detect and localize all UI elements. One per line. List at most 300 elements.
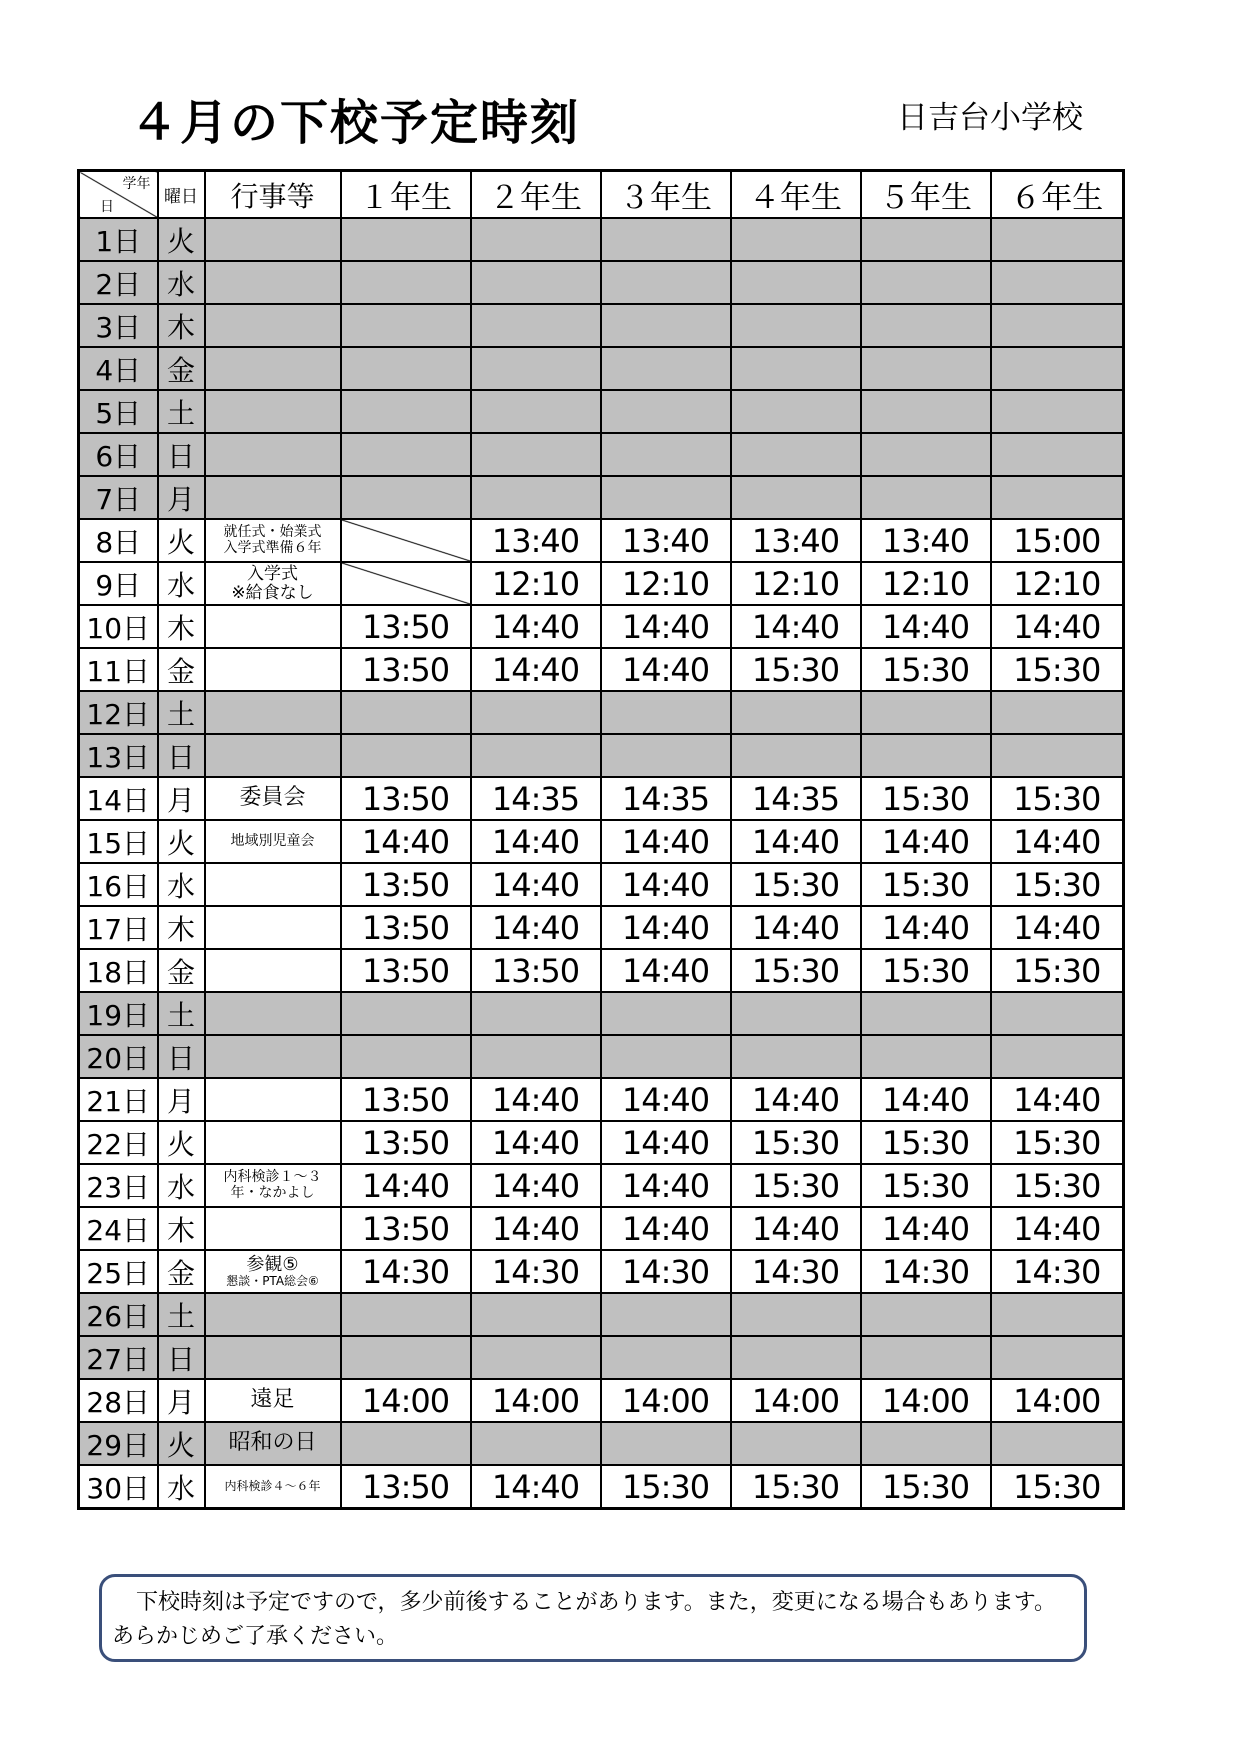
- table-row: [79, 1336, 1124, 1379]
- time-cell-grade-1: 14:40: [341, 1164, 471, 1207]
- time-cell-grade-1: 13:50: [341, 777, 471, 820]
- day-cell: 7日: [79, 476, 158, 519]
- event-cell: [205, 1121, 341, 1164]
- day-cell: 11日: [79, 648, 158, 691]
- day-cell: 2日: [79, 261, 158, 304]
- time-cell-grade-3: [601, 390, 731, 433]
- day-cell: 16日: [79, 863, 158, 906]
- events-header: 行事等: [205, 171, 341, 219]
- time-cell-grade-1: [341, 476, 471, 519]
- time-cell-grade-5: 15:30: [861, 863, 991, 906]
- time-cell-grade-2: 14:40: [471, 906, 601, 949]
- header-row: [79, 171, 1124, 219]
- day-cell: 10日: [79, 605, 158, 648]
- time-cell-grade-6: [991, 433, 1124, 476]
- weekday-cell: 水: [158, 562, 205, 605]
- day-cell: 17日: [79, 906, 158, 949]
- grade-1-header: １年生: [341, 171, 471, 219]
- event-cell: [205, 605, 341, 648]
- weekday-cell: 水: [158, 1465, 205, 1509]
- time-cell-grade-5: 12:10: [861, 562, 991, 605]
- time-cell-grade-6: [991, 304, 1124, 347]
- time-cell-grade-3: [601, 1035, 731, 1078]
- time-cell-grade-3: [601, 1422, 731, 1465]
- weekday-cell: 土: [158, 1293, 205, 1336]
- weekday-cell: 土: [158, 992, 205, 1035]
- event-line-1: 就任式・始業式: [223, 524, 322, 541]
- weekday-cell: 金: [158, 648, 205, 691]
- day-cell: 19日: [79, 992, 158, 1035]
- time-cell-grade-3: 14:40: [601, 1078, 731, 1121]
- time-cell-grade-2: 14:40: [471, 1078, 601, 1121]
- table-row: [79, 433, 1124, 476]
- table-row: [79, 390, 1124, 433]
- time-cell-grade-2: [471, 476, 601, 519]
- time-cell-grade-6: [991, 390, 1124, 433]
- time-cell-grade-2: 14:40: [471, 1121, 601, 1164]
- time-cell-grade-1: [341, 304, 471, 347]
- time-cell-grade-2: [471, 691, 601, 734]
- time-cell-grade-5: 14:40: [861, 605, 991, 648]
- time-cell-grade-2: 12:10: [471, 562, 601, 605]
- event-text: 遠足: [250, 1387, 295, 1413]
- time-cell-grade-1: [341, 1293, 471, 1336]
- event-cell: [205, 261, 341, 304]
- event-line-2: ※給食なし: [231, 582, 314, 603]
- weekday-cell: 水: [158, 261, 205, 304]
- time-cell-grade-4: 14:00: [731, 1379, 861, 1422]
- time-cell-grade-4: 14:40: [731, 906, 861, 949]
- time-cell-grade-4: 15:30: [731, 648, 861, 691]
- time-cell-grade-3: 14:40: [601, 1164, 731, 1207]
- time-cell-grade-1: 13:50: [341, 1207, 471, 1250]
- time-cell-grade-3: [601, 304, 731, 347]
- time-cell-grade-3: [601, 1336, 731, 1379]
- time-cell-grade-6: 15:30: [991, 1164, 1124, 1207]
- weekday-header: 曜日: [158, 171, 205, 219]
- time-cell-grade-3: [601, 433, 731, 476]
- time-cell-grade-1: 14:30: [341, 1250, 471, 1293]
- event-cell: [205, 1164, 341, 1207]
- event-cell: [205, 1336, 341, 1379]
- time-cell-grade-3: 14:40: [601, 949, 731, 992]
- weekday-cell: 金: [158, 949, 205, 992]
- corner-day-label: 日: [100, 199, 114, 215]
- time-cell-grade-6: [991, 734, 1124, 777]
- time-cell-grade-3: [601, 992, 731, 1035]
- weekday-cell: 水: [158, 863, 205, 906]
- day-cell: 20日: [79, 1035, 158, 1078]
- time-cell-grade-3: [601, 347, 731, 390]
- table-row: [79, 519, 1124, 562]
- table-row: [79, 605, 1124, 648]
- corner-grade-label: 学年: [122, 176, 151, 192]
- event-cell: [205, 304, 341, 347]
- time-cell-grade-4: 12:10: [731, 562, 861, 605]
- weekday-cell: 水: [158, 1164, 205, 1207]
- table-row: [79, 992, 1124, 1035]
- time-cell-grade-6: [991, 1422, 1124, 1465]
- time-cell-grade-3: [601, 261, 731, 304]
- time-cell-grade-4: 14:40: [731, 1078, 861, 1121]
- time-cell-grade-3: 14:40: [601, 906, 731, 949]
- time-cell-grade-4: [731, 1336, 861, 1379]
- weekday-cell: 木: [158, 605, 205, 648]
- weekday-cell: 月: [158, 476, 205, 519]
- time-cell-grade-6: 14:40: [991, 605, 1124, 648]
- table-row: [79, 820, 1124, 863]
- time-cell-grade-5: 15:30: [861, 648, 991, 691]
- weekday-cell: 土: [158, 390, 205, 433]
- time-cell-grade-1: [341, 1336, 471, 1379]
- time-cell-grade-6: [991, 218, 1124, 261]
- time-cell-grade-2: [471, 992, 601, 1035]
- event-cell: [205, 906, 341, 949]
- time-cell-grade-5: 15:30: [861, 1164, 991, 1207]
- time-cell-grade-3: 14:40: [601, 863, 731, 906]
- time-cell-grade-4: 15:30: [731, 1465, 861, 1509]
- time-cell-grade-6: [991, 476, 1124, 519]
- event-line-1: 入学式: [247, 563, 298, 584]
- table-row: [79, 562, 1124, 605]
- grade-2-header: ２年生: [471, 171, 601, 219]
- weekday-cell: 日: [158, 1035, 205, 1078]
- event-cell: [205, 1465, 341, 1509]
- time-cell-grade-5: [861, 1422, 991, 1465]
- weekday-cell: 木: [158, 906, 205, 949]
- event-cell: [205, 949, 341, 992]
- time-cell-grade-2: [471, 1422, 601, 1465]
- time-cell-grade-2: 14:40: [471, 1465, 601, 1509]
- time-cell-grade-1: 13:50: [341, 906, 471, 949]
- day-cell: 14日: [79, 777, 158, 820]
- time-cell-grade-5: 15:30: [861, 777, 991, 820]
- time-cell-grade-2: 14:00: [471, 1379, 601, 1422]
- time-cell-grade-2: 14:35: [471, 777, 601, 820]
- time-cell-grade-6: 15:30: [991, 863, 1124, 906]
- day-cell: 28日: [79, 1379, 158, 1422]
- time-cell-grade-5: [861, 734, 991, 777]
- time-cell-grade-6: [991, 1293, 1124, 1336]
- time-cell-grade-1: [341, 562, 471, 605]
- time-cell-grade-2: 14:40: [471, 863, 601, 906]
- table-row: [79, 1465, 1124, 1509]
- table-row: [79, 734, 1124, 777]
- time-cell-grade-5: [861, 347, 991, 390]
- event-cell: [205, 1078, 341, 1121]
- day-cell: 22日: [79, 1121, 158, 1164]
- time-cell-grade-5: 15:30: [861, 1465, 991, 1509]
- day-cell: 23日: [79, 1164, 158, 1207]
- time-cell-grade-6: 15:30: [991, 1121, 1124, 1164]
- time-cell-grade-2: [471, 1293, 601, 1336]
- weekday-cell: 日: [158, 433, 205, 476]
- day-cell: 26日: [79, 1293, 158, 1336]
- day-cell: 12日: [79, 691, 158, 734]
- event-line-2: 入学式準備６年: [223, 539, 322, 556]
- time-cell-grade-5: 14:40: [861, 1078, 991, 1121]
- time-cell-grade-6: 14:30: [991, 1250, 1124, 1293]
- time-cell-grade-6: 14:40: [991, 1207, 1124, 1250]
- event-cell: [205, 1035, 341, 1078]
- event-text: 内科検診４～６年: [224, 1478, 321, 1493]
- event-cell: [205, 476, 341, 519]
- table-row: [79, 1035, 1124, 1078]
- time-cell-grade-1: 14:00: [341, 1379, 471, 1422]
- time-cell-grade-1: [341, 433, 471, 476]
- time-cell-grade-5: [861, 1293, 991, 1336]
- table-row: [79, 347, 1124, 390]
- time-cell-grade-2: [471, 304, 601, 347]
- day-cell: 5日: [79, 390, 158, 433]
- notice-box: 下校時刻は予定ですので，多少前後することがあります。また，変更になる場合もあります。あらかじめご了承ください。: [99, 1574, 1087, 1662]
- event-cell: [205, 433, 341, 476]
- time-cell-grade-1: 13:50: [341, 1078, 471, 1121]
- table-row: [79, 906, 1124, 949]
- time-cell-grade-6: [991, 261, 1124, 304]
- day-cell: 29日: [79, 1422, 158, 1465]
- time-cell-grade-4: [731, 390, 861, 433]
- event-cell: [205, 820, 341, 863]
- time-cell-grade-3: 13:40: [601, 519, 731, 562]
- table-row: [79, 1121, 1124, 1164]
- time-cell-grade-1: [341, 1422, 471, 1465]
- time-cell-grade-1: [341, 390, 471, 433]
- event-cell: [205, 562, 341, 605]
- time-cell-grade-6: 15:30: [991, 648, 1124, 691]
- table-row: [79, 1250, 1124, 1293]
- table-row: [79, 218, 1124, 261]
- event-cell: [205, 347, 341, 390]
- time-cell-grade-4: [731, 734, 861, 777]
- time-cell-grade-4: [731, 992, 861, 1035]
- time-cell-grade-5: 14:40: [861, 820, 991, 863]
- grade-6-header: ６年生: [991, 171, 1124, 219]
- time-cell-grade-5: [861, 476, 991, 519]
- time-cell-grade-2: 14:30: [471, 1250, 601, 1293]
- day-cell: 1日: [79, 218, 158, 261]
- time-cell-grade-3: 14:35: [601, 777, 731, 820]
- page-title: ４月の下校予定時刻: [130, 95, 581, 151]
- table-row: [79, 691, 1124, 734]
- table-row: [79, 304, 1124, 347]
- time-cell-grade-3: [601, 218, 731, 261]
- weekday-cell: 火: [158, 519, 205, 562]
- weekday-cell: 金: [158, 347, 205, 390]
- weekday-cell: 月: [158, 777, 205, 820]
- event-cell: [205, 734, 341, 777]
- weekday-cell: 金: [158, 1250, 205, 1293]
- time-cell-grade-4: [731, 1035, 861, 1078]
- table-row: [79, 949, 1124, 992]
- event-cell: [205, 1379, 341, 1422]
- time-cell-grade-4: 14:40: [731, 1207, 861, 1250]
- time-cell-grade-4: [731, 261, 861, 304]
- time-cell-grade-4: [731, 304, 861, 347]
- time-cell-grade-5: 14:00: [861, 1379, 991, 1422]
- time-cell-grade-3: [601, 1293, 731, 1336]
- event-cell: [205, 1293, 341, 1336]
- day-cell: 15日: [79, 820, 158, 863]
- time-cell-grade-4: 13:40: [731, 519, 861, 562]
- time-cell-grade-2: [471, 347, 601, 390]
- time-cell-grade-2: 14:40: [471, 1164, 601, 1207]
- time-cell-grade-4: [731, 433, 861, 476]
- time-cell-grade-4: 15:30: [731, 949, 861, 992]
- time-cell-grade-3: 14:00: [601, 1379, 731, 1422]
- event-cell: [205, 1207, 341, 1250]
- weekday-cell: 火: [158, 1422, 205, 1465]
- event-line-2: 懇談・PTA総会⑥: [226, 1273, 319, 1288]
- event-cell: [205, 1250, 341, 1293]
- table-row: [79, 648, 1124, 691]
- time-cell-grade-1: 13:50: [341, 949, 471, 992]
- school-name: 日吉台小学校: [897, 100, 1083, 136]
- time-cell-grade-5: [861, 691, 991, 734]
- table-row: [79, 261, 1124, 304]
- time-cell-grade-1: [341, 261, 471, 304]
- event-cell: [205, 648, 341, 691]
- table-row: [79, 1379, 1124, 1422]
- time-cell-grade-2: [471, 261, 601, 304]
- weekday-cell: 木: [158, 304, 205, 347]
- time-cell-grade-3: 14:40: [601, 605, 731, 648]
- time-cell-grade-6: [991, 691, 1124, 734]
- day-cell: 4日: [79, 347, 158, 390]
- weekday-cell: 日: [158, 734, 205, 777]
- time-cell-grade-1: [341, 347, 471, 390]
- time-cell-grade-1: [341, 1035, 471, 1078]
- time-cell-grade-2: [471, 433, 601, 476]
- time-cell-grade-2: 14:40: [471, 605, 601, 648]
- time-cell-grade-3: [601, 734, 731, 777]
- time-cell-grade-1: 13:50: [341, 1465, 471, 1509]
- time-cell-grade-4: [731, 1293, 861, 1336]
- day-cell: 13日: [79, 734, 158, 777]
- time-cell-grade-5: [861, 218, 991, 261]
- event-text: 地域別児童会: [230, 832, 315, 849]
- day-cell: 3日: [79, 304, 158, 347]
- time-cell-grade-4: 15:30: [731, 863, 861, 906]
- time-cell-grade-6: 14:00: [991, 1379, 1124, 1422]
- time-cell-grade-5: [861, 992, 991, 1035]
- time-cell-grade-1: 13:50: [341, 605, 471, 648]
- time-cell-grade-6: 15:00: [991, 519, 1124, 562]
- event-cell: [205, 992, 341, 1035]
- table-row: [79, 1078, 1124, 1121]
- weekday-cell: 月: [158, 1379, 205, 1422]
- weekday-cell: 土: [158, 691, 205, 734]
- time-cell-grade-5: [861, 390, 991, 433]
- weekday-cell: 火: [158, 1121, 205, 1164]
- time-cell-grade-3: 14:40: [601, 1207, 731, 1250]
- grade-3-header: ３年生: [601, 171, 731, 219]
- time-cell-grade-6: 14:40: [991, 906, 1124, 949]
- day-cell: 18日: [79, 949, 158, 992]
- time-cell-grade-1: 13:50: [341, 863, 471, 906]
- event-line-1: 参観⑤: [246, 1254, 299, 1275]
- time-cell-grade-5: [861, 1035, 991, 1078]
- time-cell-grade-6: 15:30: [991, 777, 1124, 820]
- event-cell: [205, 519, 341, 562]
- time-cell-grade-6: [991, 347, 1124, 390]
- time-cell-grade-1: [341, 691, 471, 734]
- time-cell-grade-5: 14:40: [861, 906, 991, 949]
- time-cell-grade-4: [731, 1422, 861, 1465]
- grade-5-header: ５年生: [861, 171, 991, 219]
- time-cell-grade-2: 13:40: [471, 519, 601, 562]
- time-cell-grade-6: 14:40: [991, 820, 1124, 863]
- event-cell: [205, 1422, 341, 1465]
- time-cell-grade-6: 15:30: [991, 949, 1124, 992]
- day-cell: 21日: [79, 1078, 158, 1121]
- corner-header: [79, 171, 158, 219]
- time-cell-grade-6: 15:30: [991, 1465, 1124, 1509]
- time-cell-grade-2: 14:40: [471, 820, 601, 863]
- time-cell-grade-2: [471, 1336, 601, 1379]
- day-cell: 30日: [79, 1465, 158, 1509]
- event-cell: [205, 691, 341, 734]
- weekday-cell: 月: [158, 1078, 205, 1121]
- time-cell-grade-4: 14:30: [731, 1250, 861, 1293]
- day-cell: 27日: [79, 1336, 158, 1379]
- time-cell-grade-4: [731, 691, 861, 734]
- event-text: 昭和の日: [228, 1430, 317, 1456]
- time-cell-grade-3: 14:40: [601, 648, 731, 691]
- time-cell-grade-4: [731, 347, 861, 390]
- weekday-cell: 火: [158, 820, 205, 863]
- weekday-cell: 木: [158, 1207, 205, 1250]
- time-cell-grade-6: [991, 1336, 1124, 1379]
- time-cell-grade-1: 13:50: [341, 648, 471, 691]
- event-line-2: 年・なかよし: [230, 1184, 315, 1201]
- table-row: [79, 863, 1124, 906]
- weekday-cell: 火: [158, 218, 205, 261]
- time-cell-grade-3: [601, 691, 731, 734]
- table-row: [79, 476, 1124, 519]
- time-cell-grade-5: 14:30: [861, 1250, 991, 1293]
- time-cell-grade-2: 14:40: [471, 1207, 601, 1250]
- grade-4-header: ４年生: [731, 171, 861, 219]
- time-cell-grade-4: 14:40: [731, 605, 861, 648]
- event-cell: [205, 218, 341, 261]
- time-cell-grade-1: 14:40: [341, 820, 471, 863]
- time-cell-grade-4: 14:40: [731, 820, 861, 863]
- time-cell-grade-3: 14:40: [601, 1121, 731, 1164]
- time-cell-grade-4: 15:30: [731, 1121, 861, 1164]
- time-cell-grade-3: 14:30: [601, 1250, 731, 1293]
- time-cell-grade-5: 15:30: [861, 949, 991, 992]
- day-cell: 8日: [79, 519, 158, 562]
- day-cell: 24日: [79, 1207, 158, 1250]
- time-cell-grade-4: [731, 218, 861, 261]
- time-cell-grade-6: [991, 1035, 1124, 1078]
- time-cell-grade-2: [471, 1035, 601, 1078]
- event-cell: [205, 777, 341, 820]
- table-row: [79, 1164, 1124, 1207]
- schedule-table: [77, 169, 1125, 1510]
- time-cell-grade-6: [991, 992, 1124, 1035]
- time-cell-grade-1: [341, 519, 471, 562]
- time-cell-grade-5: 15:30: [861, 1121, 991, 1164]
- time-cell-grade-5: [861, 433, 991, 476]
- event-cell: [205, 390, 341, 433]
- table-row: [79, 1293, 1124, 1336]
- event-line-1: 内科検診１～３: [223, 1169, 322, 1186]
- time-cell-grade-2: 13:50: [471, 949, 601, 992]
- time-cell-grade-6: 14:40: [991, 1078, 1124, 1121]
- time-cell-grade-2: 14:40: [471, 648, 601, 691]
